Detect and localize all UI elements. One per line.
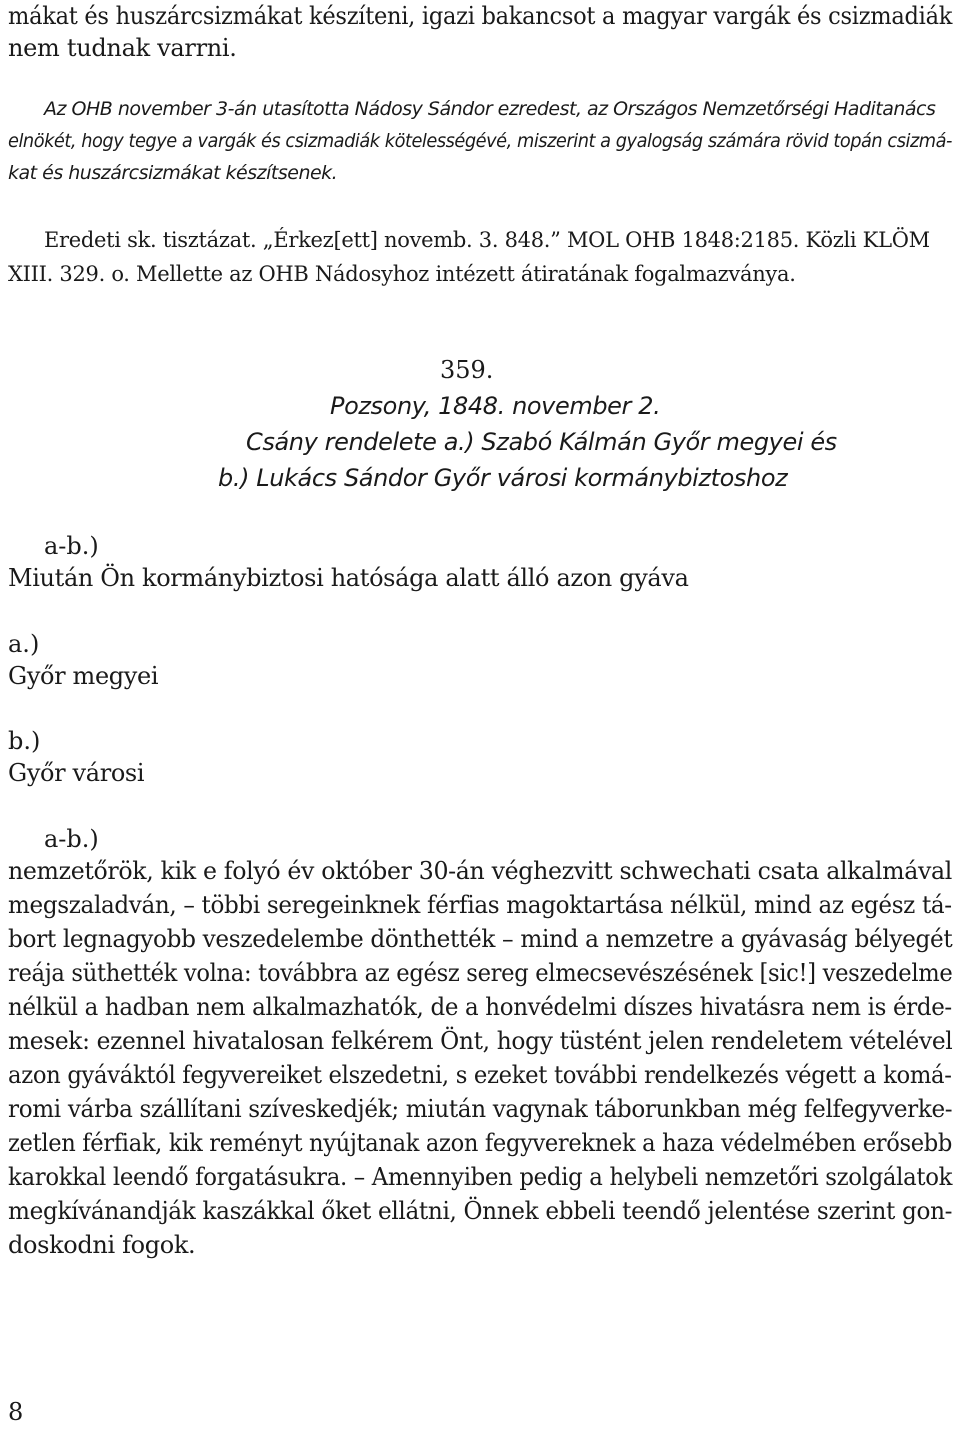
variant-text: Győr megyei	[8, 662, 159, 690]
source-note-line: XIII. 329. o. Mellette az OHB Nádosyhoz intézett átiratának fogalmazványa.	[8, 262, 796, 286]
body-line: romi várba szállítani szíveskedjék; miután vagynak táborunkban még felfegyverke-	[8, 1095, 953, 1123]
heading-date: Pozsony, 1848. november 2.	[330, 392, 661, 420]
document-number: 359.	[440, 356, 494, 384]
body-line: megkívánandják kaszákkal őket ellátni, Önnek ebbeli teendő jelentése szerint gon-	[8, 1197, 953, 1225]
body-line: megszaladván, – többi seregeinknek férfias magoktartása nélkül, mind az egész tá-	[8, 891, 952, 919]
body-line: karokkal leendő forgatásukra. – Amennyiben pedig a helybeli nemzetőri szolgálatok	[8, 1163, 953, 1191]
body-line: doskodni fogok.	[8, 1231, 196, 1259]
intro-line: elnökét, hogy tegye a vargák és csizmadiák kötelességévé, miszerint a gyalogság számára rövid topán csizmá-	[8, 130, 953, 152]
page-number: 8	[8, 1398, 24, 1426]
body-line: mesek: ezennel hivatalosan felkérem Önt, hogy tüstént jelen rendeletem vételével	[8, 1027, 953, 1055]
heading-title: Csány rendelete a.) Szabó Kálmán Győr megyei és	[246, 428, 837, 456]
variant-text: Győr városi	[8, 759, 145, 787]
intro-line: Az OHB november 3-án utasította Nádosy Sándor ezredest, az Országos Nemzetőrségi Haditanács	[44, 98, 936, 120]
heading-title: b.) Lukács Sándor Győr városi kormánybiztoshoz	[218, 464, 788, 492]
body-line: zetlen férfiak, kik reményt nyújtanak azon fegyvereknek a haza védelmében erősebb	[8, 1129, 953, 1157]
variant-label: a-b.)	[44, 532, 99, 560]
variant-label: a.)	[8, 630, 40, 658]
variant-text: Miután Ön kormánybiztosi hatósága alatt álló azon gyáva	[8, 564, 689, 592]
body-line: bort legnagyobb veszedelembe dönthették – mind a nemzetre a gyávaság bélyegét	[8, 925, 953, 953]
variant-label: a-b.)	[44, 825, 99, 853]
body-line: nemzetőrök, kik e folyó év október 30-án véghezvitt schwechati csata alkalmával	[8, 857, 952, 885]
intro-line: kat és huszárcsizmákat készítsenek.	[8, 162, 338, 184]
paragraph-line: mákat és huszárcsizmákat készíteni, igazi bakancsot a magyar vargák és csizmadiák	[8, 2, 953, 30]
body-line: reája süthették volna: továbbra az egész sereg elmecsevészésének [sic!] veszedelme	[8, 959, 953, 987]
variant-label: b.)	[8, 727, 41, 755]
paragraph-line: nem tudnak varrni.	[8, 34, 237, 62]
body-line: azon gyáváktól fegyvereiket elszedetni, s ezeket további rendelkezés végett a komá-	[8, 1061, 952, 1089]
source-note-line: Eredeti sk. tisztázat. „Érkez[ett] novemb. 3. 848.” MOL OHB 1848:2185. Közli KLÖM	[44, 228, 930, 252]
body-line: nélkül a hadban nem alkalmazhatók, de a honvédelmi díszes hivatásra nem is érde-	[8, 993, 952, 1021]
